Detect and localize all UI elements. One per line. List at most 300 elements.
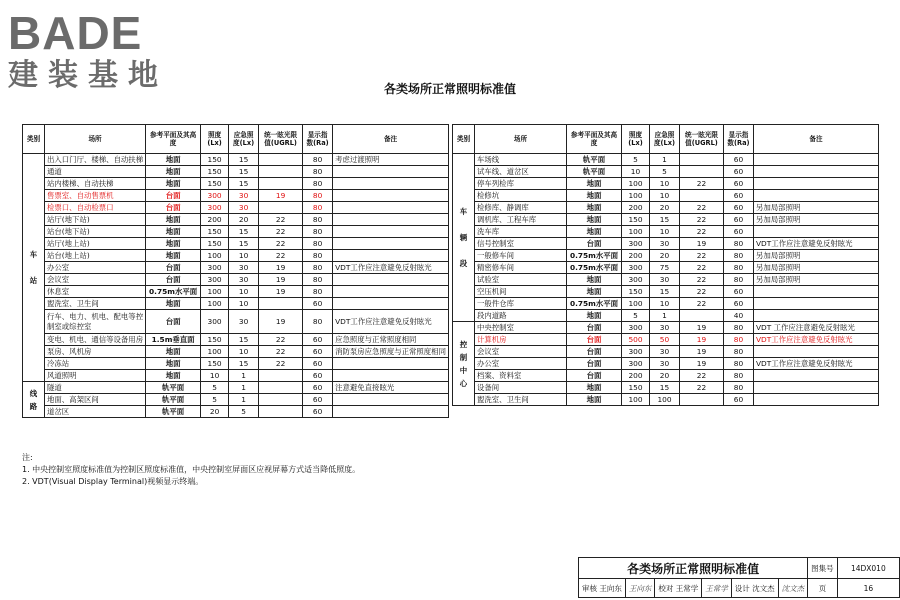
cell-note (333, 238, 449, 250)
cell-place: 站内楼梯、自动扶梯 (45, 178, 146, 190)
cell-em: 10 (229, 250, 259, 262)
cell-em: 10 (650, 226, 680, 238)
table-row (23, 346, 449, 358)
cell-place: 中央控制室 (475, 322, 567, 334)
cell-place: 车场线 (475, 154, 567, 166)
cell-lux: 300 (622, 238, 650, 250)
column-header: 场所 (475, 125, 567, 154)
cell-ugr (259, 406, 303, 418)
table-row (23, 190, 449, 202)
cell-ref: 台面 (146, 310, 201, 334)
cell-ra: 60 (303, 382, 333, 394)
cell-ref: 地面 (146, 166, 201, 178)
cell-ra: 80 (303, 262, 333, 274)
cell-ra: 40 (724, 310, 754, 322)
cell-ref: 地面 (146, 154, 201, 166)
cell-place: 检票口、自动检票口 (45, 202, 146, 214)
cell-em: 1 (650, 310, 680, 322)
table-row (453, 214, 879, 226)
table-row (23, 238, 449, 250)
cell-place: 洗车库 (475, 226, 567, 238)
cell-ugr (259, 370, 303, 382)
cell-ra: 60 (303, 406, 333, 418)
cell-ugr: 19 (259, 310, 303, 334)
cell-lux: 100 (622, 394, 650, 406)
cell-note (754, 298, 879, 310)
cell-ra: 60 (724, 190, 754, 202)
cell-lux: 5 (622, 154, 650, 166)
cell-note: VDT工作应注意避免反射眩光 (754, 334, 879, 346)
cell-ref: 0.75m水平面 (567, 262, 622, 274)
cell-lux: 500 (622, 334, 650, 346)
table-row (453, 154, 879, 166)
cell-ugr (680, 394, 724, 406)
cell-ra: 60 (724, 286, 754, 298)
table-row (23, 166, 449, 178)
table-row (453, 202, 879, 214)
cell-em: 30 (229, 274, 259, 286)
cell-place: 道岔区 (45, 406, 146, 418)
cell-note: 另加局部照明 (754, 250, 879, 262)
cell-ra: 80 (303, 178, 333, 190)
cell-note: 另加局部照明 (754, 214, 879, 226)
cell-place: 一般修车间 (475, 250, 567, 262)
cell-ref: 台面 (567, 370, 622, 382)
cell-ugr: 19 (259, 286, 303, 298)
cell-lux: 200 (201, 214, 229, 226)
cell-em: 20 (229, 214, 259, 226)
designer-signature: 沈文杰 (778, 579, 808, 598)
cell-place: 出入口门厅、楼梯、自动扶梯 (45, 154, 146, 166)
cell-place: 风道照明 (45, 370, 146, 382)
cell-place: 信号控制室 (475, 238, 567, 250)
cell-lux: 300 (201, 262, 229, 274)
table-row (23, 262, 449, 274)
cell-lux: 150 (201, 178, 229, 190)
cell-ref: 轨平面 (567, 154, 622, 166)
cell-ra: 80 (303, 250, 333, 262)
cell-em: 15 (229, 178, 259, 190)
cell-place: 会议室 (475, 346, 567, 358)
checker-name: 王常学 (675, 583, 699, 593)
cell-ra: 80 (724, 382, 754, 394)
cell-ra: 60 (303, 394, 333, 406)
cell-ugr: 19 (680, 238, 724, 250)
cell-ref: 地面 (567, 214, 622, 226)
reviewer-name: 王向东 (599, 583, 622, 593)
cell-ugr (680, 166, 724, 178)
reviewer-signature: 王向东 (625, 579, 655, 598)
table-row (23, 226, 449, 238)
cell-ref: 地面 (146, 178, 201, 190)
cell-ref: 地面 (567, 310, 622, 322)
column-header: 场所 (45, 125, 146, 154)
cell-ugr: 19 (680, 346, 724, 358)
table-row (453, 358, 879, 370)
cell-place: 通道 (45, 166, 146, 178)
cell-place: 行车、电力、机电、配电等控制室或综控室 (45, 310, 146, 334)
cell-ra: 60 (303, 298, 333, 310)
cell-ref: 地面 (567, 286, 622, 298)
cell-ra: 80 (724, 358, 754, 370)
table-row (23, 154, 449, 166)
cell-ra: 60 (724, 298, 754, 310)
table-row (453, 178, 879, 190)
cell-ra: 80 (303, 166, 333, 178)
table-row (453, 382, 879, 394)
cell-ref: 台面 (567, 334, 622, 346)
cell-place: 变电、机电、通信等设备用房 (45, 334, 146, 346)
cell-ref: 轨平面 (146, 406, 201, 418)
cell-lux: 150 (622, 286, 650, 298)
checker-signature: 王常学 (702, 579, 732, 598)
cell-em: 20 (650, 202, 680, 214)
cell-note (754, 382, 879, 394)
cell-lux: 5 (201, 394, 229, 406)
cell-note (754, 226, 879, 238)
cell-lux: 10 (622, 166, 650, 178)
cell-ref: 台面 (146, 274, 201, 286)
cell-ra: 60 (724, 394, 754, 406)
table-row (453, 262, 879, 274)
cell-lux: 150 (622, 214, 650, 226)
brand-name-en: BADE (8, 7, 143, 59)
cell-ugr: 22 (680, 226, 724, 238)
cell-note (754, 310, 879, 322)
cell-em: 5 (229, 406, 259, 418)
cell-ugr: 22 (680, 382, 724, 394)
cell-lux: 100 (201, 250, 229, 262)
table-row (23, 310, 449, 334)
cell-place: 盥洗室、卫生间 (45, 298, 146, 310)
cell-note: 消防泵房应急照度与正常照度相同 (333, 346, 449, 358)
cell-note (333, 202, 449, 214)
cell-ra: 60 (724, 202, 754, 214)
cell-ra: 80 (303, 190, 333, 202)
cell-ra: 80 (303, 214, 333, 226)
cell-ugr: 22 (680, 298, 724, 310)
cell-place: 泵房、风机房 (45, 346, 146, 358)
cell-lux: 300 (201, 310, 229, 334)
cell-place: 计算机房 (475, 334, 567, 346)
table-row (23, 214, 449, 226)
table-row (453, 394, 879, 406)
cell-note: VDT工作应注意避免反射眩光 (333, 310, 449, 334)
cell-ugr (259, 394, 303, 406)
cell-em: 15 (650, 214, 680, 226)
cell-ra: 80 (303, 202, 333, 214)
cell-em: 10 (229, 298, 259, 310)
column-header: 类别 (453, 125, 475, 154)
cell-lux: 100 (622, 298, 650, 310)
cell-ra: 60 (303, 346, 333, 358)
table-row (453, 310, 879, 322)
cell-place: 盥洗室、卫生间 (475, 394, 567, 406)
cell-ref: 台面 (146, 190, 201, 202)
cell-ref: 0.75m水平面 (567, 250, 622, 262)
cell-ra: 80 (724, 346, 754, 358)
cell-ref: 地面 (146, 370, 201, 382)
cell-ugr: 22 (259, 238, 303, 250)
table-row (23, 286, 449, 298)
cell-place: 检修库、静调库 (475, 202, 567, 214)
cell-note (754, 346, 879, 358)
cell-em: 30 (229, 310, 259, 334)
cell-ref: 地面 (146, 226, 201, 238)
cell-place: 站台(地上站) (45, 250, 146, 262)
cell-ra: 60 (303, 358, 333, 370)
cell-em: 30 (650, 274, 680, 286)
cell-note: 另加局部照明 (754, 274, 879, 286)
cell-ugr: 19 (680, 358, 724, 370)
cell-note (333, 358, 449, 370)
cell-ref: 台面 (567, 346, 622, 358)
cell-place: 办公室 (475, 358, 567, 370)
table-row (23, 394, 449, 406)
column-header: 照度(Lx) (622, 125, 650, 154)
category-cell: 车 站 (23, 154, 45, 382)
notes (22, 452, 360, 488)
cell-lux: 300 (622, 262, 650, 274)
cell-lux: 100 (622, 190, 650, 202)
cell-place: 冷冻站 (45, 358, 146, 370)
cell-place: 调机库、工程车库 (475, 214, 567, 226)
cell-note (754, 178, 879, 190)
cell-lux: 100 (201, 286, 229, 298)
page-number: 16 (837, 579, 899, 598)
cell-ugr: 22 (680, 214, 724, 226)
table-row (23, 178, 449, 190)
table-row (23, 334, 449, 346)
cell-em: 10 (650, 190, 680, 202)
cell-note: VDT 工作应注意避免反射眩光 (754, 322, 879, 334)
cell-ref: 0.75m水平面 (567, 298, 622, 310)
table-row (453, 190, 879, 202)
cell-ra: 60 (724, 166, 754, 178)
cell-place: 试车线、道岔区 (475, 166, 567, 178)
cell-ugr: 22 (259, 214, 303, 226)
atlas-label: 图集号 (808, 558, 838, 579)
column-header: 应急照度(Lx) (650, 125, 680, 154)
cell-lux: 150 (201, 154, 229, 166)
cell-note (333, 274, 449, 286)
cell-em: 30 (229, 262, 259, 274)
cell-em: 15 (229, 154, 259, 166)
cell-ra: 60 (724, 154, 754, 166)
column-header: 类别 (23, 125, 45, 154)
cell-ugr: 22 (259, 346, 303, 358)
cell-ref: 地面 (567, 226, 622, 238)
cell-place: 站厅(地上站) (45, 238, 146, 250)
cell-ref: 地面 (567, 202, 622, 214)
cell-note: 应急照度与正常照度相同 (333, 334, 449, 346)
cell-lux: 300 (201, 190, 229, 202)
cell-ref: 地面 (146, 250, 201, 262)
cell-ref: 台面 (567, 238, 622, 250)
cell-ref: 台面 (567, 358, 622, 370)
table-row (453, 166, 879, 178)
cell-ref: 1.5m垂直面 (146, 334, 201, 346)
cell-em: 15 (229, 226, 259, 238)
cell-place: 休息室 (45, 286, 146, 298)
cell-em: 1 (650, 154, 680, 166)
cell-note: VDT工作应注意避免反射眩光 (754, 238, 879, 250)
table-row (453, 286, 879, 298)
cell-place: 会议室 (45, 274, 146, 286)
cell-note (333, 250, 449, 262)
cell-em: 20 (650, 370, 680, 382)
table-row (453, 334, 879, 346)
cell-note (333, 394, 449, 406)
cell-place: 隧道 (45, 382, 146, 394)
cell-ugr (259, 382, 303, 394)
cell-note (333, 214, 449, 226)
designer-name: 沈文杰 (752, 583, 775, 593)
cell-ugr: 19 (680, 322, 724, 334)
cell-ra: 60 (724, 214, 754, 226)
cell-lux: 200 (622, 370, 650, 382)
cell-place: 设备间 (475, 382, 567, 394)
cell-lux: 150 (201, 166, 229, 178)
check-label: 校对 王常学 (655, 579, 702, 598)
cell-ugr (680, 310, 724, 322)
lighting-table-right (452, 124, 879, 406)
cell-ref: 台面 (146, 262, 201, 274)
table-row (23, 370, 449, 382)
cell-lux: 5 (622, 310, 650, 322)
cell-ugr: 22 (680, 286, 724, 298)
cell-lux: 200 (622, 250, 650, 262)
cell-place: 办公室 (45, 262, 146, 274)
cell-em: 10 (650, 178, 680, 190)
cell-ref: 地面 (146, 238, 201, 250)
cell-em: 5 (650, 166, 680, 178)
cell-em: 10 (229, 286, 259, 298)
cell-ref: 地面 (567, 382, 622, 394)
column-header: 备注 (333, 125, 449, 154)
table-row (453, 238, 879, 250)
cell-note: 另加局部照明 (754, 262, 879, 274)
cell-lux: 200 (622, 202, 650, 214)
cell-note: VDT工作应注意避免反射眩光 (333, 262, 449, 274)
cell-note (333, 178, 449, 190)
page-label: 页 (808, 579, 838, 598)
cell-note (754, 190, 879, 202)
cell-lux: 300 (201, 274, 229, 286)
cell-place: 售票室、自动售票机 (45, 190, 146, 202)
cell-note (754, 370, 879, 382)
cell-ugr: 19 (259, 274, 303, 286)
cell-em: 50 (650, 334, 680, 346)
cell-ugr: 22 (680, 250, 724, 262)
column-header: 照度(Lx) (201, 125, 229, 154)
table-row (453, 250, 879, 262)
cell-note (333, 226, 449, 238)
cell-ugr: 22 (680, 178, 724, 190)
cell-ra: 80 (303, 286, 333, 298)
cell-em: 15 (650, 286, 680, 298)
table-row (23, 358, 449, 370)
cell-ref: 轨平面 (146, 394, 201, 406)
cell-ugr: 22 (680, 274, 724, 286)
cell-ref: 0.75m水平面 (146, 286, 201, 298)
design-label: 设计 沈文杰 (731, 579, 778, 598)
cell-ref: 地面 (567, 394, 622, 406)
cell-em: 30 (650, 358, 680, 370)
cell-ref: 地面 (146, 346, 201, 358)
cell-ugr: 22 (259, 334, 303, 346)
cell-em: 10 (229, 346, 259, 358)
cell-ref: 轨平面 (567, 166, 622, 178)
cell-lux: 150 (201, 226, 229, 238)
cell-ugr: 22 (680, 202, 724, 214)
cell-ugr (259, 166, 303, 178)
cell-ra: 60 (303, 334, 333, 346)
category-cell: 线 路 (23, 382, 45, 418)
cell-ra: 80 (303, 154, 333, 166)
cell-em: 30 (650, 322, 680, 334)
cell-ugr (259, 154, 303, 166)
cell-ra: 80 (303, 310, 333, 334)
cell-lux: 5 (201, 382, 229, 394)
cell-lux: 10 (201, 370, 229, 382)
note-line: 2. VDT(Visual Display Terminal)视频显示终端。 (22, 477, 204, 486)
cell-em: 1 (229, 382, 259, 394)
table-row (453, 226, 879, 238)
cell-ref: 地面 (567, 178, 622, 190)
column-header: 显示指数(Ra) (303, 125, 333, 154)
cell-ra: 80 (724, 250, 754, 262)
cell-em: 30 (229, 202, 259, 214)
cell-ugr: 22 (259, 250, 303, 262)
cell-ugr: 22 (259, 226, 303, 238)
table-row (453, 298, 879, 310)
cell-ra: 80 (724, 322, 754, 334)
cell-note: 注意避免直接眩光 (333, 382, 449, 394)
cell-note: VDT工作应注意避免反射眩光 (754, 358, 879, 370)
table-row (453, 346, 879, 358)
cell-em: 1 (229, 370, 259, 382)
cell-lux: 100 (622, 226, 650, 238)
cell-ref: 地面 (146, 214, 201, 226)
cell-note: 考虑过渡照明 (333, 154, 449, 166)
category-cell: 控 制 中 心 (453, 322, 475, 406)
table-row (453, 274, 879, 286)
cell-ref: 地面 (567, 190, 622, 202)
cell-lux: 100 (201, 346, 229, 358)
cell-em: 20 (650, 250, 680, 262)
cell-lux: 150 (201, 334, 229, 346)
title-block (578, 557, 900, 598)
cell-ugr (259, 178, 303, 190)
cell-ugr (259, 202, 303, 214)
cell-lux: 100 (622, 178, 650, 190)
cell-note (333, 298, 449, 310)
cell-note (754, 286, 879, 298)
cell-place: 试验室 (475, 274, 567, 286)
column-header: 统一眩光限值(UGRL) (259, 125, 303, 154)
category-cell: 车 辆 段 (453, 154, 475, 322)
note-line: 1. 中央控制室照度标准值为控制区照度标准值，中央控制室屏面区应视屏幕方式适当降低照度。 (22, 465, 361, 474)
cell-em: 30 (650, 346, 680, 358)
cell-note (333, 370, 449, 382)
cell-em: 75 (650, 262, 680, 274)
cell-ugr: 22 (680, 262, 724, 274)
cell-note (333, 406, 449, 418)
cell-ra: 80 (724, 262, 754, 274)
cell-note (754, 166, 879, 178)
table-row (23, 250, 449, 262)
